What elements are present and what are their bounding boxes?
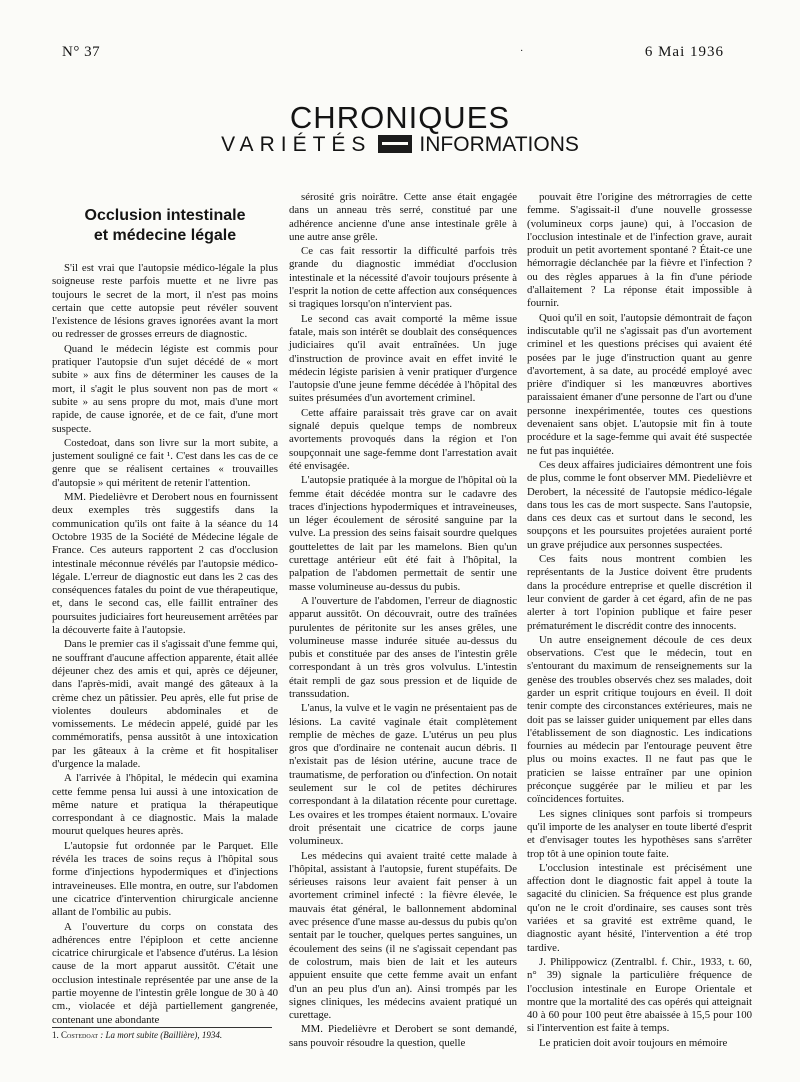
paragraph: Quoi qu'il en soit, l'autopsie démontrait de façon indiscutable qu'il ne s'agissait pas d'un avortement criminel et les questions précises qui avaient été posées par le juge d'instruction quant au genre d'avortement, à sa date, au procédé employé avec prière d'indiquer si les manœuvres abortives paraissaient émaner d'une personne de l'art ou d'une personne inexpérimentée, toutes ces questions devenaient sans objet. L'autopsie mit fin à toute procédure et la sage-femme qui avait été suspectée ne fut pas inquiétée. [527,311,752,457]
paragraph: Cette affaire paraissait très grave car on avait signalé depuis quelque temps de nombreux avortements provoqués dans la région et l'on soupçonnait une sage-femme dont l'arrestation avait été envisagée. [289,406,517,472]
paragraph: L'occlusion intestinale est précisément une affection dont le diagnostic fait appel à toute la sagacité du clinicien. Sa fréquence est plus grande qu'on ne le croit d'ordinaire, ses causes sont très variées et sa gravité est extrême quand, le diagnostic ayant hésité, l'intervention a été trop tardive. [527,861,752,954]
masthead-word-varietes: VARIÉTÉS [221,133,372,156]
article-title-line2: et médecine légale [93,227,237,244]
paragraph: L'autopsie pratiquée à la morgue de l'hôpital où la femme était décédée montra sur le cadavre des traces d'injections hypodermiques et intraveineuses, un léger écoulement de sérosité sanguine par la vulve. La pression des seins faisait sourdre quelques gouttelettes de lait par les mamelons. Bien qu'un curettage antérieur eût été fait à l'hôpital, la palpation de l'abdomen permettait de sentir une masse volumineuse au-dessus du pubis. [289,474,517,593]
footnote-author: Costedoat [61,1030,99,1040]
paragraph: Le second cas avait comporté la même issue fatale, mais son intérêt se doublait des conséquences judiciaires qu'il avait entraînées. Un juge d'instruction de province avait en effet invité le médecin légiste parisien à venir pratiquer d'urgence l'autopsie d'une jeune femme décédée à l'hôpital des suites présumées d'un avortement criminel. [289,312,517,405]
footnote-text: : La mort subite (Baillière), 1934. [100,1030,223,1040]
footnote-marker: 1. [52,1030,59,1040]
paragraph: Ce cas fait ressortir la difficulté parfois très grande du diagnostic immédiat d'occlusion intestinale et la nécessité d'avoir toujours présente à l'esprit la notion de cette affection aux conséquences si tragiques lorsqu'on n'intervient pas. [289,245,517,311]
paragraph: Ces faits nous montrent combien les représentants de la Justice doivent être prudents dans la procédure entreprise et quelle discrétion il leur convient de garder à cet égard, afin de ne pas alerter à tort l'opinion publique et faire peser prématurément le discrédit contre des innocents. [527,553,752,632]
paragraph: A l'arrivée à l'hôpital, le médecin qui examina cette femme pensa lui aussi à une intoxication de même nature et pratiqua la thérapeutique correspondant à ce diagnostic. Mais la malade mourut quelques heures après. [52,772,278,838]
paragraph: L'anus, la vulve et le vagin ne présentaient pas de lésions. La cavité vaginale était complètement remplie de mèches de gaze. L'utérus un peu plus gros que d'ordinaire ne contenait aucun débris. Il n'existait pas de lésion utérine, aucune trace de traumatisme, de perforation ou d'infection. On notait seulement sur le col de petites déchirures correspondant à la dilatation récente pour curettage. Les ovaires et les trompes étaient normaux. L'ovaire droit présentait une cicatrice de corps jaune volumineux. [289,702,517,848]
paragraph: pouvait être l'origine des métrorragies de cette femme. S'agissait-il d'une nouvelle grossesse (volumineux corps jaune) qui, à l'occasion de l'occlusion intestinale et de l'infection grave, aurait produit un petit avortement spontané ? Était-ce une hémorragie déclanchée par la fièvre et l'infection ? ou des règles apparues à la fin d'une période d'allaitement ? La réponse était impossible à fournir. [527,191,752,310]
paragraph: MM. Piedelièvre et Derobert nous en fournissent deux exemples très suggestifs dans la communication qu'ils ont faite à la séance du 14 Octobre 1935 de la Société de Médecine légale de France. Ces auteurs rapportent 2 cas d'occlusion intestinale méconnue révélés par l'autopsie médico-légale. L'erreur de diagnostic eut dans les 2 cas des conséquences fatales du point de vue thérapeutique, et, dans le second cas, elle faillit entraîner des poursuites judiciaires fort heureusement arrêtées par la découverte faite à l'autopsie. [52,491,278,637]
masthead-subtitle [0,133,800,157]
header-mark: · [520,46,524,57]
paragraph: Les signes cliniques sont parfois si trompeurs qu'il importe de les analyser en toute liberté d'esprit et d'envisager toutes les hypothèses sans s'arrêter trop tôt à une opinion toute faite. [527,807,752,860]
ornament-icon [378,135,412,153]
paragraph: Le praticien doit avoir toujours en mémoire [539,1036,728,1049]
paragraph: L'autopsie fut ordonnée par le Parquet. Elle révéla les traces de soins reçus à l'hôpital sous forme d'injections hypodermiques et d'injections intraveineuses. Elle montra, en outre, sur l'abdomen une cicatrice d'intervention chirurgicale ancienne allant de l'ombilic au pubis. [52,839,278,919]
issue-number: N° 37 [62,44,101,60]
footnote [52,1030,222,1040]
paragraph: A l'ouverture du corps on constata des adhérences entre l'épiploon et cette ancienne cicatrice chirurgicale et l'absence d'utérus. La lésion cause de la mort apparut aussitôt. C'était une occlusion intestinale représentée par une anse de la partie moyenne de l'intestin grêle longue de 30 à 40 cm., violacée et déjà partiellement gangrenée, contenant une abondante [52,920,278,1026]
footnote-rule [52,1027,272,1028]
paragraph: A l'ouverture de l'abdomen, l'erreur de diagnostic apparut aussitôt. On découvrait, outre des traînées purulentes de péritonite sur les anses grêles, une volumineuse masse indurée située au-dessus du pubis et constituée par des anses de l'intestin grêle correspondant à un très gros volvulus. L'intestin était rempli de gaz sous pression et de liquide de transsudation. [289,594,517,700]
article-title-line1: Occlusion intestinale [84,207,246,224]
article-title [52,206,278,246]
masthead-word-informations: INFORMATIONS [419,133,579,156]
column-1 [52,262,278,1027]
paragraph: Les médecins qui avaient traité cette malade à l'hôpital, assistant à l'autopsie, furent stupéfaits. De sérieuses raisons leur avaient fait penser à un avortement criminel infecté : la fièvre élevée, le mauvais état général, le ballonnement abdominal avec présence d'une masse au-dessus du pubis qu'on sentait par le toucher, quelques pertes sanguines, un écoulement des seins (il ne s'agissait cependant pas de colostrum, mais bien de lait et les auteurs appuient ensuite que cette femme avait un enfant d'un an peu plus d'un an). Ainsi trompés par les signes cliniques, les médecins avaient pratiqué un curettage. [289,849,517,1022]
paragraph: sérosité gris noirâtre. Cette anse était engagée dans un anneau très serré, constitué par une adhérence ancienne d'une anse intestinale grêle à une autre anse grêle. [289,191,517,243]
paragraph: Un autre enseignement découle de ces deux observations. C'est que le médecin, tout en s'entourant du maximum de renseignements sur la genèse des troubles observés chez ses malades, doit garder un esprit critique toujours en éveil. Il doit tenir compte des circonstances extérieures, mais ne doit pas se laisser guider uniquement par elles dans l'établissement de son diagnostic. Les indications fournies au médecin par l'entourage peuvent être plus ou moins exactes. Il ne faut pas que le praticien se laisse entraîner par une opinion préconçue suggérée par le milieu et par les coïncidences fortuites. [527,633,752,806]
paragraph: MM. Piedelièvre et Derobert se sont demandé, sans pouvoir résoudre la question, quelle [289,1023,517,1049]
column-3 [527,191,752,1050]
issue-date: 6 Mai 1936 [644,44,724,60]
paragraph: S'il est vrai que l'autopsie médico-légale la plus soigneuse reste parfois muette et ne livre pas toujours le secret de la mort, il n'est pas moins certain que cette autopsie peut révéler souvent l'existence de lésions graves ignorées avant la mort ou redresser de grosses erreurs de diagnostic. [52,262,278,341]
paragraph: Quand le médecin légiste est commis pour pratiquer l'autopsie d'un sujet décédé de « mort subite » aux fins de déterminer les causes de la mort, il s'agit le plus souvent non pas de mort « subite » au sens propre du mot, mais d'une mort rapide, de cause ignorée, et de ce fait, d'une mort suspecte. [52,342,278,435]
masthead-title: CHRONIQUES [289,100,511,135]
column-2 [289,191,517,1050]
paragraph: J. Philippowicz (Zentralbl. f. Chir., 1933, t. 60, n° 39) signale la particulière fréquence de l'occlusion intestinale en Europe Orientale et montre que la mortalité des cas opérés qui atteignait 40 à 60 pour 100 peut être abaissée à 15,5 pour 100 si l'intervention est faite à temps. [527,955,752,1035]
paragraph: Dans le premier cas il s'agissait d'une femme qui, ne souffrant d'aucune affection apparente, était allée déjeuner chez des amis et qui, après ce déjeuner, dans l'après-midi, avait mangé des gâteaux à la crème chez un pâtissier. Peu après, elle fut prise de violentes douleurs abdominales et de vomissements. Le médecin appelé, guidé par les commémoratifs, pensa aussitôt à une intoxication par les gâteaux à la crème et fit hospitaliser d'urgence la malade. [52,638,278,770]
paragraph: Costedoat, dans son livre sur la mort subite, a justement souligné ce fait ¹. C'est dans les cas de ce genre que se réalisent certaines « trouvailles d'autopsie » qui méritent de retenir l'attention. [52,436,278,489]
paragraph: Ces deux affaires judiciaires démontrent une fois de plus, comme le font observer MM. Piedelièvre et Derobert, la nécessité de l'autopsie médico-légale dans tous les cas de mort suspecte. Sans l'autopsie, dans ces deux cas et surtout dans le second, les soupçons et les poursuites projetées auraient porté un grave préjudice aux personnes suspectées. [527,458,752,551]
